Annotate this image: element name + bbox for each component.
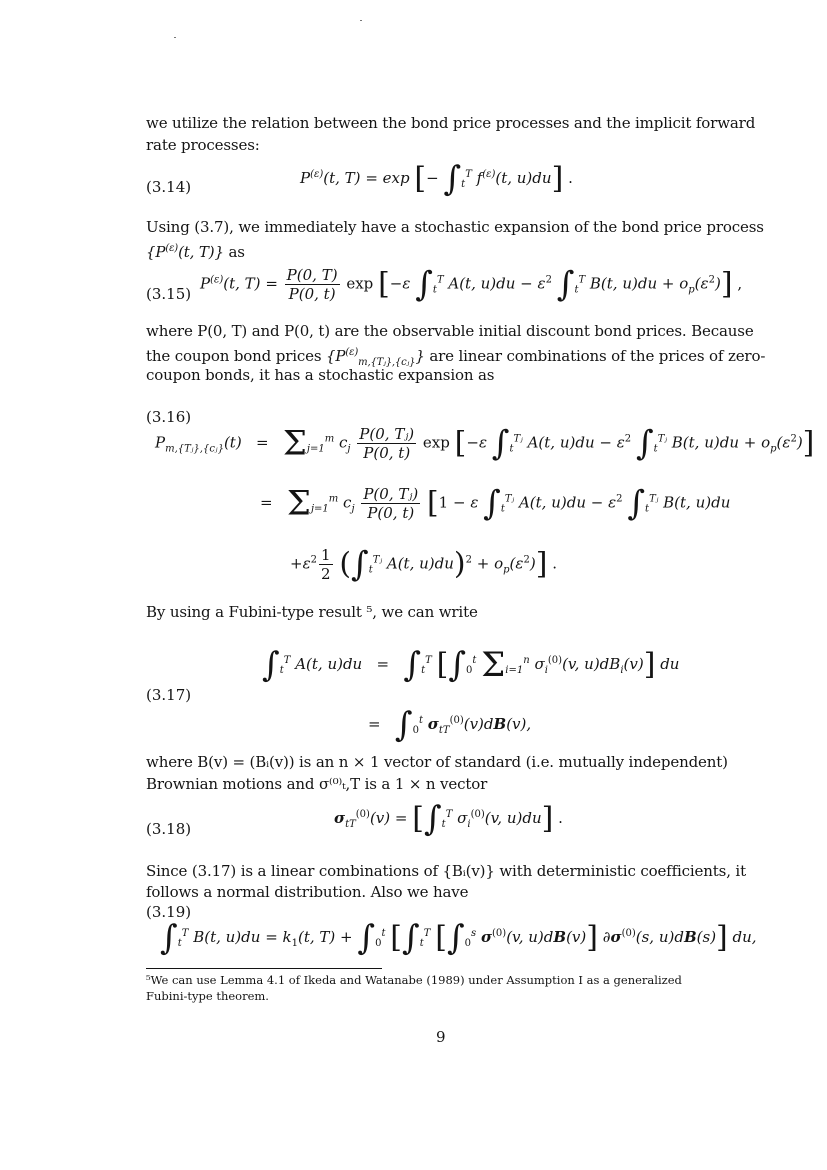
footnote-line: ⁵We can use Lemma 4.1 of Ikeda and Watanabe (1989) under Assumption I as a generalized [146, 973, 682, 987]
equation-number: (3.19) [146, 903, 192, 921]
equation-3-18: $\sigma_{tT}^{(0)}(v) = [\int_t^T$ $\sigma_i^{(0)}(v$, u)du] . [334, 799, 563, 839]
text-line: Brownian motions and σ⁽⁰⁾ₜ,T is a 1 × n vector [146, 775, 488, 793]
text-fragment: the coupon bond prices [146, 347, 322, 365]
text-line: where P(0, T) and P(0, t) are the observable initial discount bond prices. Because [146, 322, 754, 340]
scan-speck [360, 20, 362, 21]
equation-3-17-line2: = $\int_0^t$ $\sigma_{tT}^{(0)}(v)dB(v)$, [368, 705, 532, 745]
text-line: {$P^{(\varepsilon)}(t$, T)} as [146, 243, 245, 261]
footnote-line: Fubini-type theorem. [146, 989, 269, 1003]
equation-number: (3.18) [146, 820, 192, 838]
equation-3-15: $P^{(\varepsilon)}(t$, T) = $\frac{P(0, T)}{P(0, t)}$ exp [−ε $\int_t^T$ A(t, $u)du - \varepsilon^2$ $\int_t^T$ B(t, $u)du + o_p(\varepsilon^2)$] , [200, 264, 743, 305]
text-fragment: as [228, 243, 245, 261]
equation-3-17-line1: $\int_t^T$ A(t, $u)du = \int_t^T$ [$\int_0^t$ $\Sigma_{i=1}^n$ $\sigma_i^{(0)}(v$, $u)dB_i(v)$] du [262, 645, 680, 685]
equation-3-19: $\int_t^T$ B(t, $u)du = k_1(t$, $T) + \int_0^t$ [$\int_t^T$ [$\int_0^s$ $\sigma^{(0)}(v$, u)dB(v)] $\partial\sigma^{(0)}(s$, u)dB(s)] du, [160, 918, 757, 958]
equation-3-16-line3: $+\varepsilon^2$ $\frac{1}{2}$ ($\int_t^{Tⱼ}$ A(t, $u)du)^2 + o_p(\varepsilon^2)$] . [290, 544, 557, 585]
text-line: rate processes: [146, 136, 260, 154]
equation-number: (3.16) [146, 408, 192, 426]
scan-speck [174, 37, 176, 38]
text-line: Using (3.7), we immediately have a stochastic expansion of the bond price process [146, 218, 764, 236]
text-line: By using a Fubini-type result ⁵, we can write [146, 603, 478, 621]
page-number: 9 [436, 1028, 446, 1046]
text-line: coupon bonds, it has a stochastic expansion as [146, 366, 495, 384]
equation-number: (3.17) [146, 686, 192, 704]
equation-3-14: $P^{(\varepsilon)}(t$, T) = exp [− $\int_t^T$ $f^{(\varepsilon)}(t$, u)du] . [300, 159, 573, 199]
footnote-separator [146, 968, 382, 969]
text-line: follows a normal distribution. Also we have [146, 883, 469, 901]
text-fragment: are linear combinations of the prices of zero- [429, 347, 766, 365]
equation-number: (3.14) [146, 178, 192, 196]
equation-3-16-line2: = $\Sigma_{j=1}^m$ $c_j$ $\frac{\text{P(0, Tⱼ)}}{P(0, t)}$ [1 − ε $\int_t^{Tⱼ}$ A(t, $u)du - \varepsilon^2$ $\int_t^{Tⱼ}$ B(t, u)du [260, 483, 731, 524]
text-line: where B(v) = (Bᵢ(v)) is an n × 1 vector of standard (i.e. mutually independent) [146, 753, 728, 771]
text-line: Since (3.17) is a linear combinations of {Bᵢ(v)} with deterministic coefficients, it [146, 862, 746, 880]
equation-number: (3.15) [146, 285, 192, 303]
text-line: we utilize the relation between the bond price processes and the implicit forward [146, 114, 756, 132]
equation-3-16-line1: $P_{m,\{Tⱼ\},\{cⱼ\}}(t) = \Sigma_{j=1}^m$ $c_j$ $\frac{\text{P(0, Tⱼ)}}{P(0, t)}$ exp [−ε $\int_t^{Tⱼ}$ A(t, $u)du - \varepsilon^2$ $\int_t^{Tⱼ}$ B(t, $u)du + o_p(\varepsilon^2)$] [155, 423, 815, 464]
text-line: the coupon bond prices $\{P^{(\varepsilon)}_{m,\{Tⱼ\},\{cⱼ\}}\}$ are linear combinations of the prices of zero- [146, 347, 766, 368]
